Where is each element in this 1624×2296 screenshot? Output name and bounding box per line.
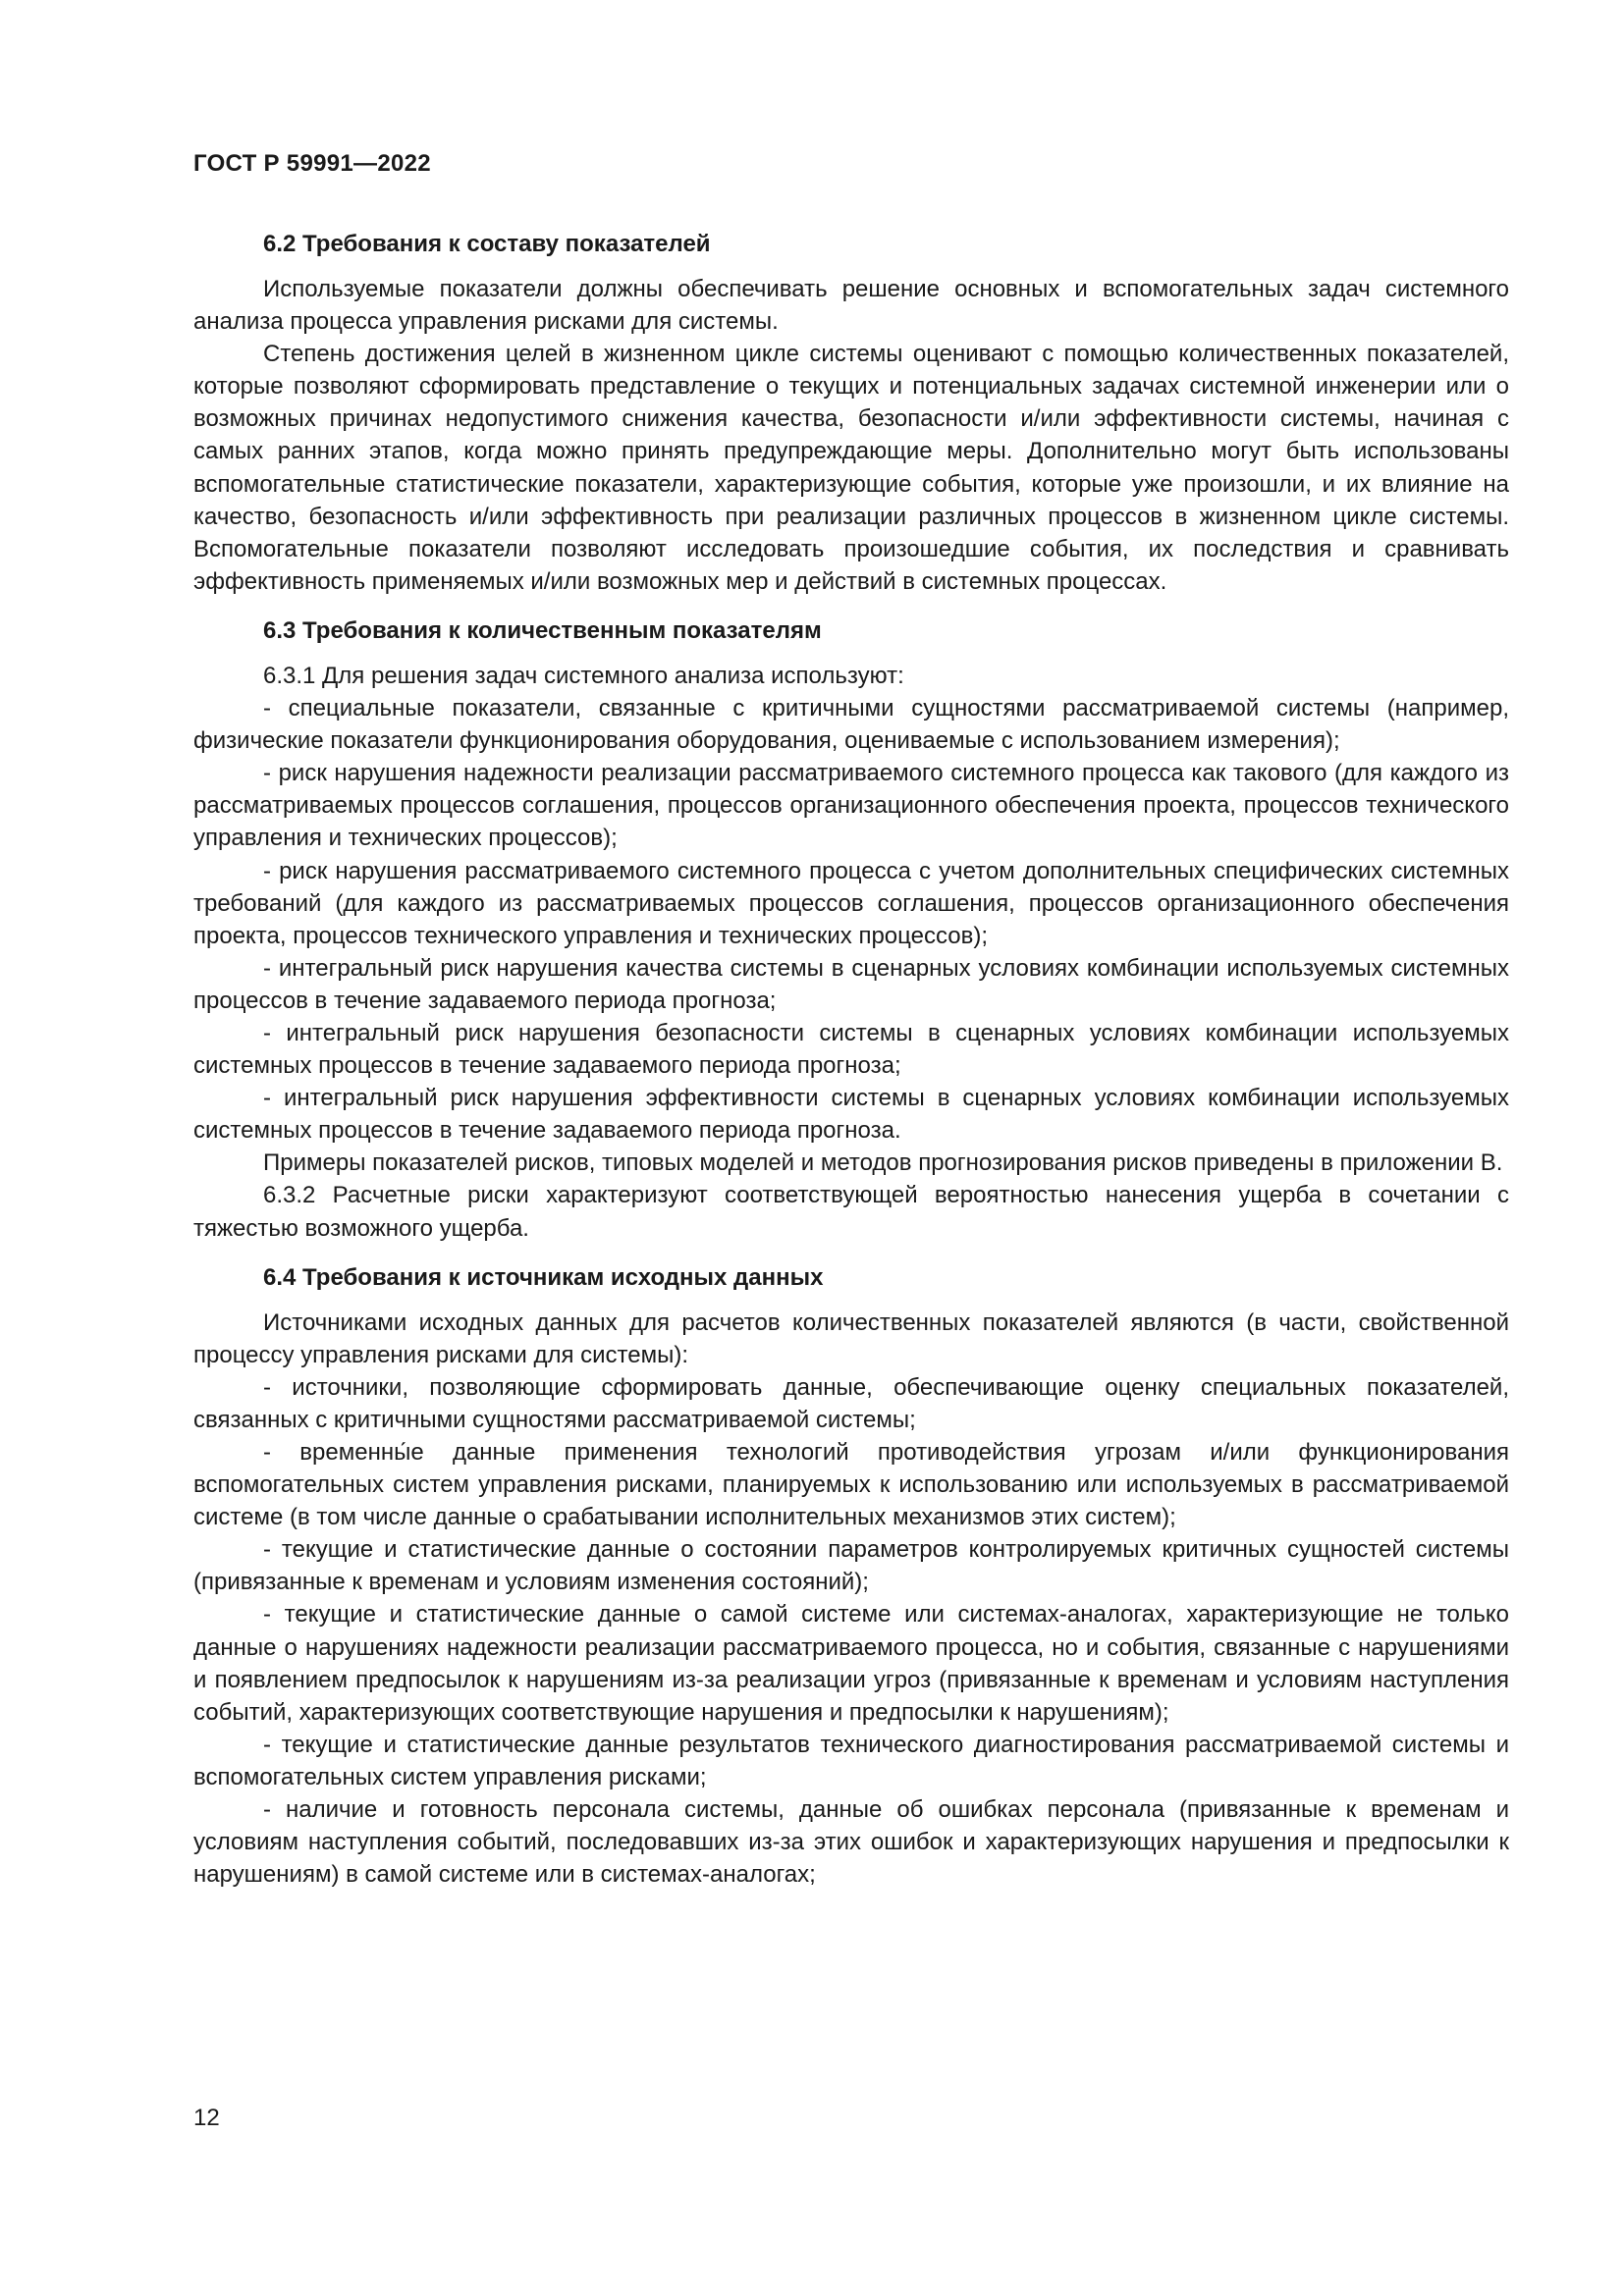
section-heading-6-2: 6.2 Требования к составу показателей [263, 231, 711, 257]
list-item: - текущие и статистические данные о состоянии параметров контролируемых критичных сущностей системы (привязанные к временам и условиям изменения состояний); [193, 1536, 1509, 1596]
page-number: 12 [193, 2105, 220, 2131]
document-code-header: ГОСТ Р 59991—2022 [193, 150, 431, 177]
document-body [193, 228, 1509, 1891]
list-item: - текущие и статистические данные результатов технического диагностирования рассматриваемой системы и вспомогательных систем управления рисками; [193, 1731, 1509, 1790]
list-item: - текущие и статистические данные о самой системе или системах-аналогах, характеризующие не только данные о нарушениях надежности реализации рассматриваемого процесса, но и события, связанные с нарушениями и появлением предпосылок к нарушениям из-за реализации угроз (привязанные к временам и условиям наступления событий, характеризующих соответствующие нарушения и предпосылки к нарушениям); [193, 1601, 1509, 1726]
list-item: - источники, позволяющие сформировать данные, обеспечивающие оценку специальных показателей, связанных с критичными сущностями рассматриваемой системы; [193, 1373, 1509, 1433]
paragraph: Степень достижения целей в жизненном цикле системы оценивают с помощью количественных показателей, которые позволяют сформировать представление о текущих и потенциальных задачах системной инженерии или о возможных причинах недопустимого снижения качества, безопасности и/или эффективности системы, начиная с самых ранних этапов, когда можно принять предупреждающие меры. Дополнительно могут быть использованы вспомогательные статистические показатели, характеризующие события, которые уже произошли, и их влияние на качество, безопасность и/или эффективность при реализации различных процессов в жизненном цикле системы. Вспомогательные показатели позволяют исследовать произошедшие события, их последствия и сравнивать эффективность применяемых и/или возможных мер и действий в системных процессах. [193, 341, 1509, 595]
section-heading-6-4: 6.4 Требования к источникам исходных данных [263, 1263, 824, 1291]
list-item: - временны́е данные применения технологий противодействия угрозам и/или функционирования вспомогательных систем управления рисками, планируемых к использованию или используемых в рассматриваемой системе (в том числе данные о срабатывании исполнительных механизмов этих систем); [193, 1439, 1509, 1531]
list-item: - риск нарушения надежности реализации рассматриваемого системного процесса как такового (для каждого из рассматриваемых процессов соглашения, процессов организационного обеспечения проекта, процессов технического управления и технических процессов); [193, 760, 1509, 852]
list-item: - интегральный риск нарушения качества системы в сценарных условиях комбинации используемых системных процессов в течение задаваемого периода прогноза; [193, 954, 1509, 1014]
list-item: - специальные показатели, связанные с критичными сущностями рассматриваемой системы (например, физические показатели функционирования оборудования, оцениваемые с использованием измерения); [193, 695, 1509, 755]
section-heading-6-3: 6.3 Требования к количественным показателям [263, 616, 822, 644]
paragraph: 6.3.1 Для решения задач системного анализа используют: [263, 662, 904, 689]
paragraph: Используемые показатели должны обеспечивать решение основных и вспомогательных задач системного анализа процесса управления рисками для системы. [193, 276, 1509, 336]
paragraph: Примеры показателей рисков, типовых моделей и методов прогнозирования рисков приведены в приложении В. [263, 1149, 1503, 1177]
list-item: - интегральный риск нарушения безопасности системы в сценарных условиях комбинации используемых системных процессов в течение задаваемого периода прогноза; [193, 1019, 1509, 1080]
paragraph: Источниками исходных данных для расчетов количественных показателей являются (в части, свойственной процессу управления рисками для системы): [193, 1308, 1509, 1368]
paragraph: 6.3.2 Расчетные риски характеризуют соответствующей вероятностью нанесения ущерба в сочетании с тяжестью возможного ущерба. [193, 1182, 1509, 1242]
list-item: - интегральный риск нарушения эффективности системы в сценарных условиях комбинации используемых системных процессов в течение задаваемого периода прогноза. [193, 1085, 1509, 1145]
list-item: - наличие и готовность персонала системы, данные об ошибках персонала (привязанные к временам и условиям наступления событий, последовавших из-за этих ошибок и характеризующих нарушения и предпосылки к нарушениям) в самой системе или в системах-аналогах; [193, 1796, 1509, 1889]
list-item: - риск нарушения рассматриваемого системного процесса с учетом дополнительных специфических системных требований (для каждого из рассматриваемых процессов соглашения, процессов организационного обеспечения проекта, процессов технического управления и технических процессов); [193, 857, 1509, 949]
